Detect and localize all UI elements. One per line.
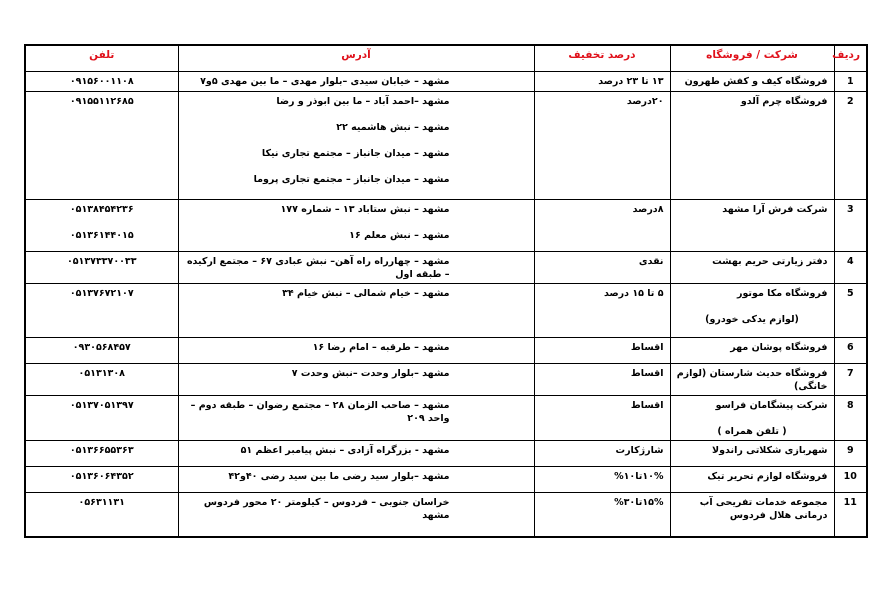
row-number: 8	[834, 396, 867, 441]
company-cell	[670, 338, 834, 364]
company-name: فروشگاه پوشان مهر	[730, 342, 828, 353]
address-cell	[178, 467, 534, 493]
company-name: مجموعه خدمات تفریحی آب درمانی هلال فردوس	[699, 497, 828, 521]
discount-cell: ۱۰%تا۱۰%	[534, 467, 670, 493]
address-cell	[178, 493, 534, 537]
address-line: مشهد – نبش هاشمیه ۲۲	[336, 122, 450, 133]
company-name: شرکت پیشگامان فراسو	[715, 400, 828, 411]
phone-cell	[25, 92, 178, 200]
phone-number: ۰۵۶۳۱۱۳۱	[78, 497, 125, 508]
address-cell	[178, 338, 534, 364]
row-number: 4	[834, 252, 867, 284]
address-cell	[178, 200, 534, 252]
address-cell	[178, 364, 534, 396]
address-cell	[178, 92, 534, 200]
company-name: دفتر زیارتی حریم بهشت	[712, 256, 828, 267]
phone-number: ۰۵۱۳۱۳۰۸	[78, 368, 125, 379]
phone-number: ۰۹۱۵۵۱۱۲۶۸۵	[69, 96, 134, 107]
address-line: مشهد – میدان جانباز – مجتمع تجاری نیکا	[261, 148, 450, 159]
phone-cell	[25, 467, 178, 493]
discount-cell: اقساط	[534, 396, 670, 441]
phone-cell	[25, 338, 178, 364]
row-number: 6	[834, 338, 867, 364]
address-cell	[178, 252, 534, 284]
phone-number: ۰۵۱۳۶۶۵۵۳۶۳	[69, 445, 134, 456]
phone-number: ۰۵۱۳۷۰۵۱۳۹۷	[69, 400, 134, 411]
discount-cell: ۸درصد	[534, 200, 670, 252]
company-name: ( تلفن همراه )	[717, 426, 787, 437]
address-line: مشهد – خیابان سیدی –بلوار مهدی – ما بین مهدی ۵و۷	[200, 76, 450, 87]
address-line: مشهد – طرقبه – امام رضا ۱۶	[312, 342, 450, 353]
address-line: مشهد –بلوار وحدت –نبش وحدت ۷	[291, 368, 450, 379]
address-line: مشهد – نبش معلم ۱۶	[349, 230, 450, 241]
address-line: خراسان جنوبی – فردوس – کیلومتر ۲۰ محور فردوس مشهد	[203, 497, 450, 521]
company-cell	[670, 284, 834, 338]
company-cell	[670, 252, 834, 284]
header-row-number: ردیف	[834, 45, 867, 72]
address-cell	[178, 284, 534, 338]
phone-number: ۰۵۱۳۶۱۴۴۰۱۵	[69, 230, 134, 241]
row-number: 11	[834, 493, 867, 537]
address-cell	[178, 72, 534, 92]
table-row	[25, 364, 867, 396]
discount-cell: نقدی	[534, 252, 670, 284]
discount-cell: ۱۵%تا۳۰%	[534, 493, 670, 537]
discount-cell: شارژکارت	[534, 441, 670, 467]
company-name: فروشگاه چرم آلدو	[740, 96, 828, 107]
company-cell	[670, 92, 834, 200]
discount-table	[24, 44, 868, 538]
table-row	[25, 467, 867, 493]
company-name: (لوازم یدکی خودرو)	[705, 314, 799, 325]
table-row	[25, 92, 867, 200]
phone-number: ۰۹۱۵۶۰۰۱۱۰۸	[69, 76, 134, 87]
phone-number: ۰۵۱۳۷۳۳۷۰۰۳۳	[66, 256, 137, 267]
address-line: مشهد – میدان جانباز – مجتمع تجاری پروما	[253, 174, 450, 185]
company-name: فروشگاه کیف و کفش طهرون	[684, 76, 828, 87]
company-cell	[670, 396, 834, 441]
phone-cell	[25, 396, 178, 441]
discount-cell: اقساط	[534, 364, 670, 396]
address-line: مشهد – صاحب الزمان ۲۸ – مجتمع رضوان – طبقه دوم – واحد ۲۰۹	[190, 400, 450, 424]
table-row	[25, 441, 867, 467]
table-row	[25, 200, 867, 252]
phone-number: ۰۵۱۳۶۰۶۴۳۵۲	[69, 471, 134, 482]
address-line: مشهد – خیام شمالی – نبش خیام ۳۴	[282, 288, 450, 299]
table-row	[25, 396, 867, 441]
row-number: 10	[834, 467, 867, 493]
phone-number: ۰۹۳۰۵۶۸۴۵۷	[72, 342, 131, 353]
company-name: شهربازی شکلاتی راندولا	[712, 445, 828, 456]
header-address: آدرس	[178, 45, 534, 72]
discount-cell: ۲۰درصد	[534, 92, 670, 200]
phone-number: ۰۵۱۳۸۴۵۴۲۳۶	[69, 204, 134, 215]
phone-cell	[25, 252, 178, 284]
company-cell	[670, 200, 834, 252]
company-cell	[670, 493, 834, 537]
discount-table-container	[24, 44, 866, 538]
address-line: مشهد –احمد آباد – ما بین ابوذر و رضا	[276, 96, 450, 107]
discount-cell: ۱۳ تا ۲۳ درصد	[534, 72, 670, 92]
row-number: 7	[834, 364, 867, 396]
phone-cell	[25, 364, 178, 396]
address-cell	[178, 441, 534, 467]
address-line: مشهد –بلوار سید رضی ما بین سید رضی ۴۰و۴۲	[228, 471, 450, 482]
address-line: مشهد – چهارراه راه آهن– نبش عبادی ۶۷ – مجتمع ارکیده – طبقه اول	[186, 256, 450, 280]
address-line: مشهد – نبش ستاباد ۱۳ – شماره ۱۷۷	[280, 204, 450, 215]
phone-cell	[25, 284, 178, 338]
company-name: فروشگاه مکا موتور	[737, 288, 828, 299]
row-number: 2	[834, 92, 867, 200]
phone-cell	[25, 441, 178, 467]
company-cell	[670, 441, 834, 467]
header-phone: تلفن	[25, 45, 178, 72]
table-row	[25, 72, 867, 92]
table-row	[25, 338, 867, 364]
table-header-row	[25, 45, 867, 72]
company-name: شرکت فرش آرا مشهد	[722, 204, 828, 215]
table-row	[25, 493, 867, 537]
address-line: مشهد - بزرگراه آزادی – نبش پیامبر اعظم ۵۱	[240, 445, 450, 456]
header-company: شرکت / فروشگاه	[670, 45, 834, 72]
discount-cell: اقساط	[534, 338, 670, 364]
company-name: فروشگاه حدیث شارستان (لوازم خانگی)	[676, 368, 828, 392]
table-row	[25, 284, 867, 338]
company-cell	[670, 72, 834, 92]
phone-cell	[25, 493, 178, 537]
company-cell	[670, 364, 834, 396]
table-row	[25, 252, 867, 284]
discount-cell: ۵ تا ۱۵ درصد	[534, 284, 670, 338]
company-cell	[670, 467, 834, 493]
header-discount: درصد تخفیف	[534, 45, 670, 72]
row-number: 1	[834, 72, 867, 92]
row-number: 5	[834, 284, 867, 338]
phone-cell	[25, 200, 178, 252]
address-cell	[178, 396, 534, 441]
row-number: 3	[834, 200, 867, 252]
phone-number: ۰۵۱۳۷۶۷۲۱۰۷	[69, 288, 134, 299]
phone-cell	[25, 72, 178, 92]
row-number: 9	[834, 441, 867, 467]
company-name: فروشگاه لوازم تحریر تیک	[707, 471, 828, 482]
